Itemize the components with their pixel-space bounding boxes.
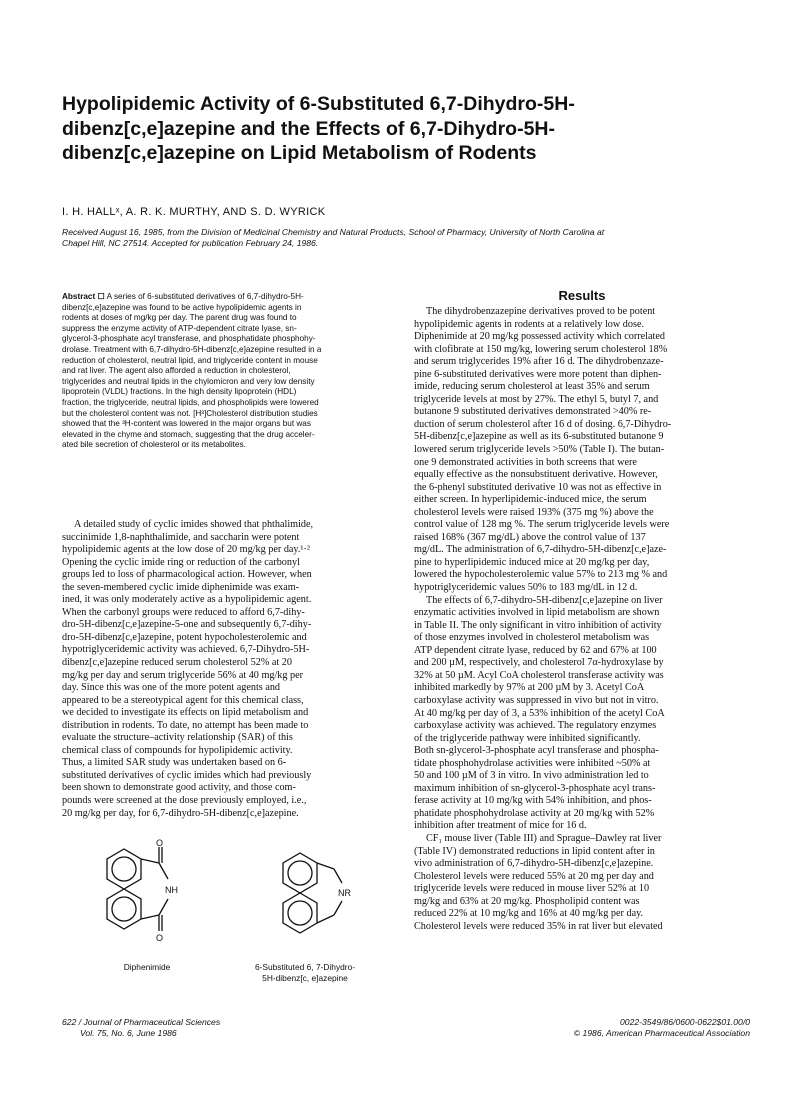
abstract-line: drolase. Treatment with 6,7-dihydro-5H-dibenz[c,e]azepine resulted in a [62, 344, 322, 354]
intro-line: day. Since this was one of the more potent agents and [62, 682, 281, 694]
results-line: carboxylase activity was suppressed in vivo but not in vitro. [414, 694, 659, 706]
results-line: phatidate phosphohydrolase activity at 20 mg/kg with 52% [414, 807, 655, 819]
intro-line: groups led to loss of pharmacological action. However, when [62, 569, 312, 581]
aromatic-circle [112, 897, 136, 921]
title-line: dibenz[c,e]azepine on Lipid Metabolism of Rodents [62, 142, 537, 164]
abstract-line: ated bile secretion of cholesterol or its metabolites. [62, 440, 246, 450]
intro-line: hypotriglyceridemic activity was achieved. 6,7-Dihydro-5H- [62, 644, 310, 656]
intro-line: mg/kg per day and serum triglyceride 56% at 40 mg/kg per [62, 669, 304, 681]
received-note [62, 227, 762, 249]
results-line: The dihydrobenzazepine derivatives proved to be potent [426, 306, 656, 317]
journal-volume: Vol. 75, No. 6, June 1986 [80, 1028, 177, 1038]
results-line: either screen. In hyperlipidemic-induced mice, the serum [414, 494, 647, 506]
title-line: dibenz[c,e]azepine and the Effects of 6,7-Dihydro-5H- [62, 117, 555, 140]
intro-line: substituted derivatives of cyclic imides which had previously [62, 769, 312, 781]
bond [159, 899, 168, 915]
copyright-notice: © 1986, American Pharmaceutical Association [573, 1028, 750, 1038]
intro-line: 20 mg/kg per day, for 6,7-dihydro-5H-dibenz[c,e]azepine. [62, 807, 299, 819]
results-line: triglyceride levels were reduced in mouse liver 52% at 10 [414, 883, 650, 895]
abstract-line: A series of 6-substituted derivatives of 6,7-dihydro-5H- [104, 292, 304, 301]
results-line: triglyceride levels at most by 27%. The ethyl 5, butyl 7, and [414, 393, 659, 405]
abstract-line: but the cholesterol content was not. [H³]Cholesterol distribution studies [62, 408, 318, 418]
results-line: one 9 demonstrated activities in both screens that were [414, 456, 637, 468]
results-line: At 40 mg/kg per day of 3, a 53% inhibition of the acetyl CoA [414, 707, 665, 719]
results-line: inhibition after treatment of mice for 16 d. [414, 820, 587, 832]
diphenimide-structure [107, 847, 168, 931]
results-line: vivo administration of 6,7-dihydro-5H-dibenz[c,e]azepine. [414, 858, 654, 870]
results-line: of those enzymes involved in cholesterol metabolism was [414, 632, 650, 644]
article-title [62, 92, 762, 166]
results-line: carboxylase activity was achieved. The regulatory enzymes [414, 720, 657, 732]
nr-label: NR [338, 888, 351, 898]
results-line: pine to hyperlipidemic induced mice at 20 mg/kg per day, [414, 556, 650, 568]
results-line: ferase activity at 10 mg/kg with 54% inhibition, and phos- [414, 795, 652, 807]
results-line: 50 and 100 µM of 3 in vitro. In vivo administration led to [414, 770, 649, 782]
results-line: ATP dependent citrate lyase, reduced by 62 and 67% at 100 [414, 644, 657, 656]
results-line: CF₁ mouse liver (Table III) and Sprague–Dawley rat liver [426, 832, 662, 844]
received-line: Received August 16, 1985, from the Division of Medicinal Chemistry and Natural Products, School of Pharmacy, University of North Carolina at [62, 227, 605, 237]
abstract-block [62, 292, 394, 451]
results-line: pine 6-substituted derivatives were more potent than diphen- [414, 368, 662, 380]
results-line: and serum triglycerides 19% after 16 d. The dihydrobenzaze- [414, 356, 664, 368]
results-line: butanone 9 substituted derivatives demonstrated >40% re- [414, 406, 652, 418]
results-line: tidate phosphohydrolase activities were inhibited ~50% at [414, 757, 651, 769]
results-line: The effects of 6,7-dihydro-5H-dibenz[c,e]azepine on liver [426, 594, 663, 606]
results-line: Both sn-glycerol-3-phosphate acyl transferase and phospha- [414, 745, 659, 757]
intro-line: dro-5H-dibenz[c,e]azepine-5-one and subsequently 6,7-dihy- [62, 619, 312, 631]
results-line: (Table IV) demonstrated reductions in lipid content after in [414, 845, 655, 857]
results-line: imide, reducing serum cholesterol at least 35% and serum [414, 381, 650, 393]
results-line: enzymatic activities involved in lipid metabolism are shown [414, 607, 660, 619]
oxygen-label: O [156, 933, 164, 943]
intro-line: been shown to demonstrate good activity, and those com- [62, 782, 296, 794]
abstract-line: fraction, the triglyceride, neutral lipids, and phospholipids were lowered [62, 397, 319, 407]
results-line: reduced 22% at 10 mg/kg and 16% at 40 mg/kg per day. [414, 908, 644, 920]
results-line: cholesterol levels were raised 193% (375 mg %) above the [414, 506, 654, 518]
intro-line: chemical class of compounds for hypolipidemic activity. [62, 744, 293, 756]
nh-label: NH [165, 885, 178, 895]
journal-footer [62, 1017, 220, 1039]
intro-line: hypolipidemic agents at the low dose of 20 mg/kg per day.¹·² [62, 544, 310, 556]
results-line: maximum inhibition of sn-glycerol-3-phosphate acyl trans- [414, 782, 656, 794]
journal-citation: 622 / Journal of Pharmaceutical Sciences [62, 1017, 221, 1027]
results-text [414, 306, 750, 933]
abstract-line: lipoprotein (VLDL) fractions. In the high density lipoprotein (HDL) [62, 387, 297, 397]
received-line: Chapel Hill, NC 27514. Accepted for publication February 24, 1986. [62, 238, 319, 248]
results-line: Cholesterol levels were reduced 55% at 20 mg per day and [414, 870, 654, 882]
caption-line: 5H-dibenz[c, e]azepine [262, 973, 348, 983]
results-line: equally effective as the nonsubstituent derivative. However, [414, 469, 658, 481]
intro-line: When the carbonyl groups were reduced to afford 6,7-dihy- [62, 606, 305, 618]
results-line: of the triglyceride pathway were inhibited significantly. [414, 732, 641, 744]
aromatic-circle [288, 901, 312, 925]
results-line: lowered the hypocholesterolemic value 57% to 213 mg % and [414, 569, 668, 581]
intro-line: evaluate the structure–activity relationship (SAR) of this [62, 732, 293, 744]
abstract-line: triglycerides and neutral lipids in the chylomicron and very low density [62, 376, 315, 386]
introduction-text [62, 519, 398, 820]
intro-line: pounds were screened at the dose previously employed, i.e., [62, 795, 307, 807]
results-line: Diphenimide at 20 mg/kg possessed activity which correlated [414, 331, 665, 343]
intro-line: ined, it was only moderately active as a hypolipidemic agent. [62, 594, 312, 606]
bond [334, 869, 342, 883]
bond [317, 915, 334, 923]
caption-line: 6-Substituted 6, 7-Dihydro- [254, 962, 356, 972]
doi-code: 0022-3549/86/0600-0622$01.00/0 [620, 1017, 750, 1027]
bond [141, 859, 159, 863]
intro-line: dibenz[c,e]azepine reduced serum cholesterol 52% at 20 [62, 657, 292, 669]
aromatic-circle [288, 861, 312, 885]
abstract-line: dibenz[c,e]azepine was found to be active hypolipidemic agents in [62, 302, 302, 312]
abstract-line: showed that the ³H-content was lowered in the major organs but was [62, 419, 311, 429]
results-line: raised 168% (367 mg/dL) above the control value of 137 [414, 531, 646, 543]
results-line: lowered serum triglyceride levels >50% (Table I). The butan- [414, 444, 665, 456]
copyright-footer [574, 1017, 750, 1039]
results-line: duction of serum cholesterol after 16 d of dosing. 6,7-Dihydro- [414, 418, 672, 430]
intro-line: Thus, a limited SAR study was undertaken based on 6- [62, 757, 287, 769]
abstract-line: suppress the enzyme activity of ATP-dependent citrate lyase, sn- [62, 323, 297, 333]
abstract-line: reduction of cholesterol, neutral lipid, and triglyceride content in mouse [62, 355, 318, 365]
oxygen-label: O [156, 838, 164, 848]
abstract-line: rodents at doses of mg/kg per day. The parent drug was found to [62, 313, 297, 323]
results-line: hypotriglyceridemic values 50% to 183 mg/dL in 12 d. [414, 582, 638, 594]
results-line: with clofibrate at 150 mg/kg, lowering serum cholesterol 18% [414, 343, 668, 355]
intro-line: dro-5H-dibenz[c,e]azepine, potent hypocholesterolemic and [62, 631, 307, 643]
results-line: Cholesterol levels were reduced 35% in rat liver but elevated [414, 920, 663, 932]
abstract-line: elevated in the chyme and stomach, suggesting that the drug acceler- [62, 429, 315, 439]
figure-caption-diphenimide: Diphenimide [123, 962, 171, 972]
results-line: mg/dL. The administration of 6,7-dihydro-5H-dibenz[c,e]aze- [414, 544, 667, 556]
bond [141, 915, 159, 919]
results-line: mg/kg and 63% at 20 mg/kg. Phospholipid content was [414, 895, 640, 907]
results-line: the 6-phenyl substituted derivative 10 was not as effective in [414, 481, 662, 493]
intro-line: succinimide 1,8-naphthalimide, and saccharin were potent [62, 531, 300, 543]
results-heading: Results [558, 288, 606, 303]
intro-line: A detailed study of cyclic imides showed that phthalimide, [74, 519, 314, 530]
intro-line: distribution in rodents. To date, no attempt has been made to [62, 719, 309, 731]
intro-line: the seven-membered cyclic imide diphenimide was exam- [62, 581, 300, 593]
results-line: control value of 128 mg %. The serum triglyceride levels were [414, 519, 670, 531]
figure-caption-dibenzazepine [236, 962, 374, 984]
bond [159, 863, 168, 879]
results-line: and 200 µM, respectively, and cholesterol 7α-hydroxylase by [414, 657, 664, 669]
intro-line: we decided to investigate its effects on lipid metabolism and [62, 707, 309, 719]
results-line: in Table II. The only significant in vitro inhibition of activity [414, 619, 662, 631]
results-line: 32% at 50 µM. Acyl CoA cholesterol transferase activity was [414, 669, 664, 681]
abstract-lead: Abstract ☐ [62, 292, 105, 301]
dibenzazepine-structure [283, 853, 342, 933]
bond [317, 863, 334, 869]
abstract-line: and rat liver. The agent also afforded a reduction in cholesterol, [62, 366, 291, 376]
title-line: Hypolipidemic Activity of 6-Substituted 6,7-Dihydro-5H- [62, 93, 575, 115]
author-list: I. H. HALLˣ, A. R. K. MURTHY, AND S. D. WYRICK [62, 206, 326, 218]
bond [334, 901, 342, 915]
intro-line: appeared to be a stereotypical agent for this chemical class, [62, 694, 304, 706]
aromatic-circle [112, 857, 136, 881]
intro-line: Opening the cyclic imide ring or reduction of the carbonyl [62, 556, 300, 568]
results-line: 5H-dibenz[c,e]azepine as well as its 6-substituted butanone 9 [414, 431, 664, 443]
results-line: inhibited markedly by 97% at 200 µM by 3. Acetyl CoA [414, 682, 645, 694]
abstract-line: glycerol-3-phosphate acyl transferase, and phosphatidate phosphohy- [62, 334, 316, 344]
results-line: hypolipidemic agents in rodents at a relatively low dose. [414, 318, 645, 330]
